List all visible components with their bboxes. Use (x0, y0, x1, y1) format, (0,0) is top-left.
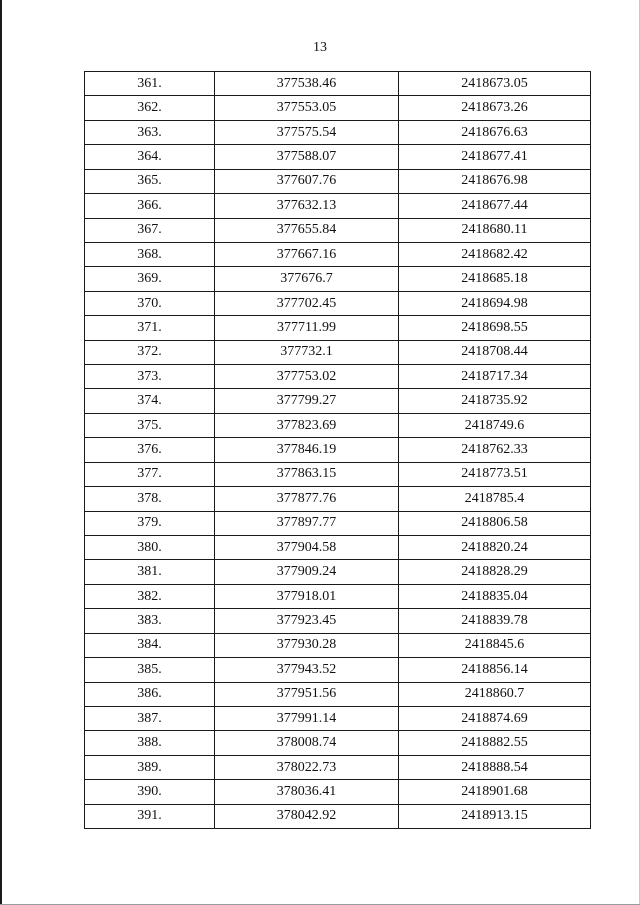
y-coordinate-cell: 2418773.51 (399, 462, 591, 486)
table-row (85, 365, 591, 389)
x-coordinate-cell: 377943.52 (215, 658, 399, 682)
y-coordinate-cell: 2418673.26 (399, 96, 591, 120)
point-number-cell: 367. (85, 218, 215, 242)
point-number-cell: 388. (85, 731, 215, 755)
x-coordinate-cell: 377951.56 (215, 682, 399, 706)
y-coordinate-cell: 2418698.55 (399, 316, 591, 340)
point-number-cell: 384. (85, 633, 215, 657)
y-coordinate-cell: 2418677.44 (399, 194, 591, 218)
point-number-cell: 369. (85, 267, 215, 291)
scan-left-edge (0, 0, 2, 905)
point-number-cell: 366. (85, 194, 215, 218)
point-number-cell: 385. (85, 658, 215, 682)
point-number-cell: 381. (85, 560, 215, 584)
table-row (85, 96, 591, 120)
point-number-cell: 371. (85, 316, 215, 340)
y-coordinate-cell: 2418677.41 (399, 145, 591, 169)
table-row (85, 536, 591, 560)
table-row (85, 804, 591, 828)
y-coordinate-cell: 2418845.6 (399, 633, 591, 657)
y-coordinate-cell: 2418673.05 (399, 72, 591, 96)
x-coordinate-cell: 377732.1 (215, 340, 399, 364)
point-number-cell: 363. (85, 120, 215, 144)
y-coordinate-cell: 2418735.92 (399, 389, 591, 413)
table-row (85, 560, 591, 584)
point-number-cell: 372. (85, 340, 215, 364)
table-row (85, 267, 591, 291)
table-row (85, 706, 591, 730)
y-coordinate-cell: 2418685.18 (399, 267, 591, 291)
table-row (85, 462, 591, 486)
table-row (85, 584, 591, 608)
coordinate-table (84, 71, 591, 829)
y-coordinate-cell: 2418762.33 (399, 438, 591, 462)
x-coordinate-cell: 377918.01 (215, 584, 399, 608)
table-row (85, 291, 591, 315)
x-coordinate-cell: 377753.02 (215, 365, 399, 389)
table-row (85, 755, 591, 779)
x-coordinate-cell: 377846.19 (215, 438, 399, 462)
table-row (85, 169, 591, 193)
table-row (85, 340, 591, 364)
x-coordinate-cell: 377823.69 (215, 413, 399, 437)
y-coordinate-cell: 2418676.63 (399, 120, 591, 144)
y-coordinate-cell: 2418806.58 (399, 511, 591, 535)
x-coordinate-cell: 377632.13 (215, 194, 399, 218)
point-number-cell: 379. (85, 511, 215, 535)
x-coordinate-cell: 377904.58 (215, 536, 399, 560)
table-row (85, 438, 591, 462)
y-coordinate-cell: 2418682.42 (399, 242, 591, 266)
y-coordinate-cell: 2418882.55 (399, 731, 591, 755)
page-number: 13 (313, 40, 327, 55)
table-row (85, 120, 591, 144)
table-row (85, 658, 591, 682)
table-row (85, 633, 591, 657)
x-coordinate-cell: 377799.27 (215, 389, 399, 413)
point-number-cell: 382. (85, 584, 215, 608)
x-coordinate-cell: 378022.73 (215, 755, 399, 779)
table-row (85, 72, 591, 96)
point-number-cell: 365. (85, 169, 215, 193)
point-number-cell: 391. (85, 804, 215, 828)
y-coordinate-cell: 2418901.68 (399, 780, 591, 804)
table-row (85, 316, 591, 340)
point-number-cell: 380. (85, 536, 215, 560)
point-number-cell: 386. (85, 682, 215, 706)
y-coordinate-cell: 2418839.78 (399, 609, 591, 633)
x-coordinate-cell: 377538.46 (215, 72, 399, 96)
x-coordinate-cell: 377897.77 (215, 511, 399, 535)
y-coordinate-cell: 2418749.6 (399, 413, 591, 437)
x-coordinate-cell: 377676.7 (215, 267, 399, 291)
table-row (85, 780, 591, 804)
y-coordinate-cell: 2418874.69 (399, 706, 591, 730)
y-coordinate-cell: 2418694.98 (399, 291, 591, 315)
x-coordinate-cell: 378008.74 (215, 731, 399, 755)
x-coordinate-cell: 377991.14 (215, 706, 399, 730)
y-coordinate-cell: 2418860.7 (399, 682, 591, 706)
point-number-cell: 364. (85, 145, 215, 169)
x-coordinate-cell: 377607.76 (215, 169, 399, 193)
table-row (85, 194, 591, 218)
x-coordinate-cell: 377667.16 (215, 242, 399, 266)
x-coordinate-cell: 377553.05 (215, 96, 399, 120)
y-coordinate-cell: 2418835.04 (399, 584, 591, 608)
point-number-cell: 375. (85, 413, 215, 437)
point-number-cell: 387. (85, 706, 215, 730)
y-coordinate-cell: 2418680.11 (399, 218, 591, 242)
point-number-cell: 362. (85, 96, 215, 120)
x-coordinate-cell: 377923.45 (215, 609, 399, 633)
y-coordinate-cell: 2418708.44 (399, 340, 591, 364)
point-number-cell: 361. (85, 72, 215, 96)
y-coordinate-cell: 2418717.34 (399, 365, 591, 389)
table-row (85, 487, 591, 511)
point-number-cell: 373. (85, 365, 215, 389)
point-number-cell: 390. (85, 780, 215, 804)
y-coordinate-cell: 2418676.98 (399, 169, 591, 193)
point-number-cell: 368. (85, 242, 215, 266)
table-row (85, 413, 591, 437)
table-row (85, 242, 591, 266)
table-row (85, 731, 591, 755)
coordinate-table-body (85, 72, 591, 829)
point-number-cell: 370. (85, 291, 215, 315)
table-row (85, 682, 591, 706)
x-coordinate-cell: 378036.41 (215, 780, 399, 804)
x-coordinate-cell: 377702.45 (215, 291, 399, 315)
y-coordinate-cell: 2418828.29 (399, 560, 591, 584)
y-coordinate-cell: 2418856.14 (399, 658, 591, 682)
point-number-cell: 389. (85, 755, 215, 779)
point-number-cell: 374. (85, 389, 215, 413)
x-coordinate-cell: 377588.07 (215, 145, 399, 169)
x-coordinate-cell: 377877.76 (215, 487, 399, 511)
x-coordinate-cell: 378042.92 (215, 804, 399, 828)
x-coordinate-cell: 377909.24 (215, 560, 399, 584)
point-number-cell: 377. (85, 462, 215, 486)
point-number-cell: 376. (85, 438, 215, 462)
table-row (85, 389, 591, 413)
y-coordinate-cell: 2418820.24 (399, 536, 591, 560)
y-coordinate-cell: 2418785.4 (399, 487, 591, 511)
table-row (85, 145, 591, 169)
table-row (85, 511, 591, 535)
y-coordinate-cell: 2418888.54 (399, 755, 591, 779)
x-coordinate-cell: 377655.84 (215, 218, 399, 242)
point-number-cell: 383. (85, 609, 215, 633)
x-coordinate-cell: 377575.54 (215, 120, 399, 144)
table-row (85, 609, 591, 633)
point-number-cell: 378. (85, 487, 215, 511)
y-coordinate-cell: 2418913.15 (399, 804, 591, 828)
x-coordinate-cell: 377930.28 (215, 633, 399, 657)
x-coordinate-cell: 377711.99 (215, 316, 399, 340)
x-coordinate-cell: 377863.15 (215, 462, 399, 486)
table-row (85, 218, 591, 242)
